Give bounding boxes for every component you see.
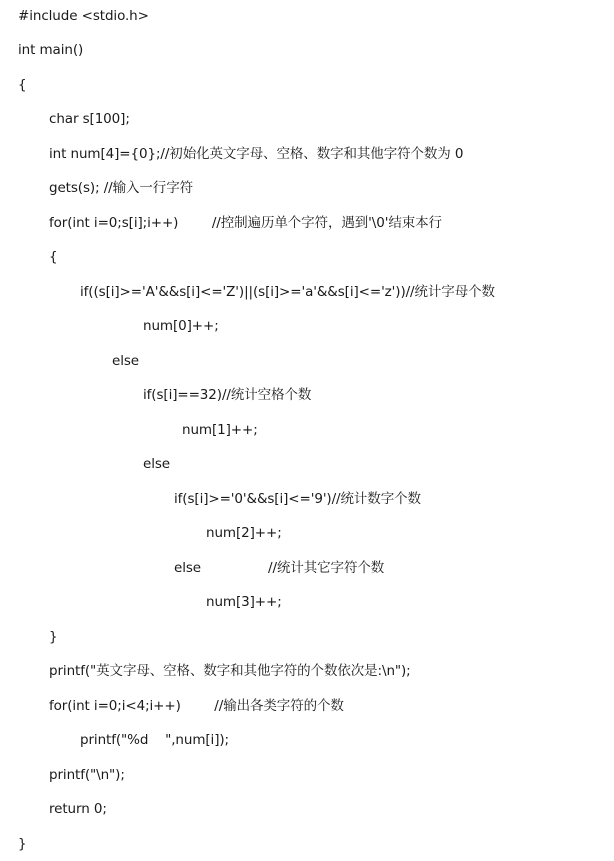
code-line-9: if((s[i]>='A'&&s[i]<='Z')||(s[i]>='a'&&s[i]<='z'))//统计字母个数 bbox=[80, 284, 495, 300]
code-line-21: for(int i=0;i<4;i++) //输出各类字符的个数 bbox=[49, 698, 344, 714]
code-line-10: num[0]++; bbox=[143, 318, 219, 334]
code-line-8: { bbox=[49, 249, 58, 265]
code-line-15: if(s[i]>='0'&&s[i]<='9')//统计数字个数 bbox=[174, 491, 421, 507]
code-line-25: } bbox=[18, 836, 27, 852]
code-line-24: return 0; bbox=[49, 801, 107, 817]
code-line-22: printf("%d ",num[i]); bbox=[80, 732, 229, 748]
code-line-1: #include <stdio.h> bbox=[18, 8, 149, 24]
code-line-5: int num[4]={0};//初始化英文字母、空格、数字和其他字符个数为 0 bbox=[49, 146, 464, 162]
code-line-2: int main() bbox=[18, 42, 84, 58]
code-line-17: else //统计其它字符个数 bbox=[174, 560, 385, 576]
code-line-3: { bbox=[18, 77, 27, 93]
code-line-16: num[2]++; bbox=[206, 525, 282, 541]
code-line-20: printf("英文字母、空格、数字和其他字符的个数依次是:\n"); bbox=[49, 663, 411, 679]
code-line-13: num[1]++; bbox=[182, 422, 258, 438]
code-line-23: printf("\n"); bbox=[49, 767, 125, 783]
code-line-19: } bbox=[49, 629, 58, 645]
code-line-18: num[3]++; bbox=[206, 594, 282, 610]
code-line-11: else bbox=[112, 353, 139, 369]
code-line-12: if(s[i]==32)//统计空格个数 bbox=[143, 387, 312, 403]
code-line-6: gets(s); //输入一行字符 bbox=[49, 180, 194, 196]
code-line-4: char s[100]; bbox=[49, 111, 130, 127]
code-line-14: else bbox=[143, 456, 170, 472]
code-line-7: for(int i=0;s[i];i++) //控制遍历单个字符，遇到'\0'结束本行 bbox=[49, 215, 442, 231]
